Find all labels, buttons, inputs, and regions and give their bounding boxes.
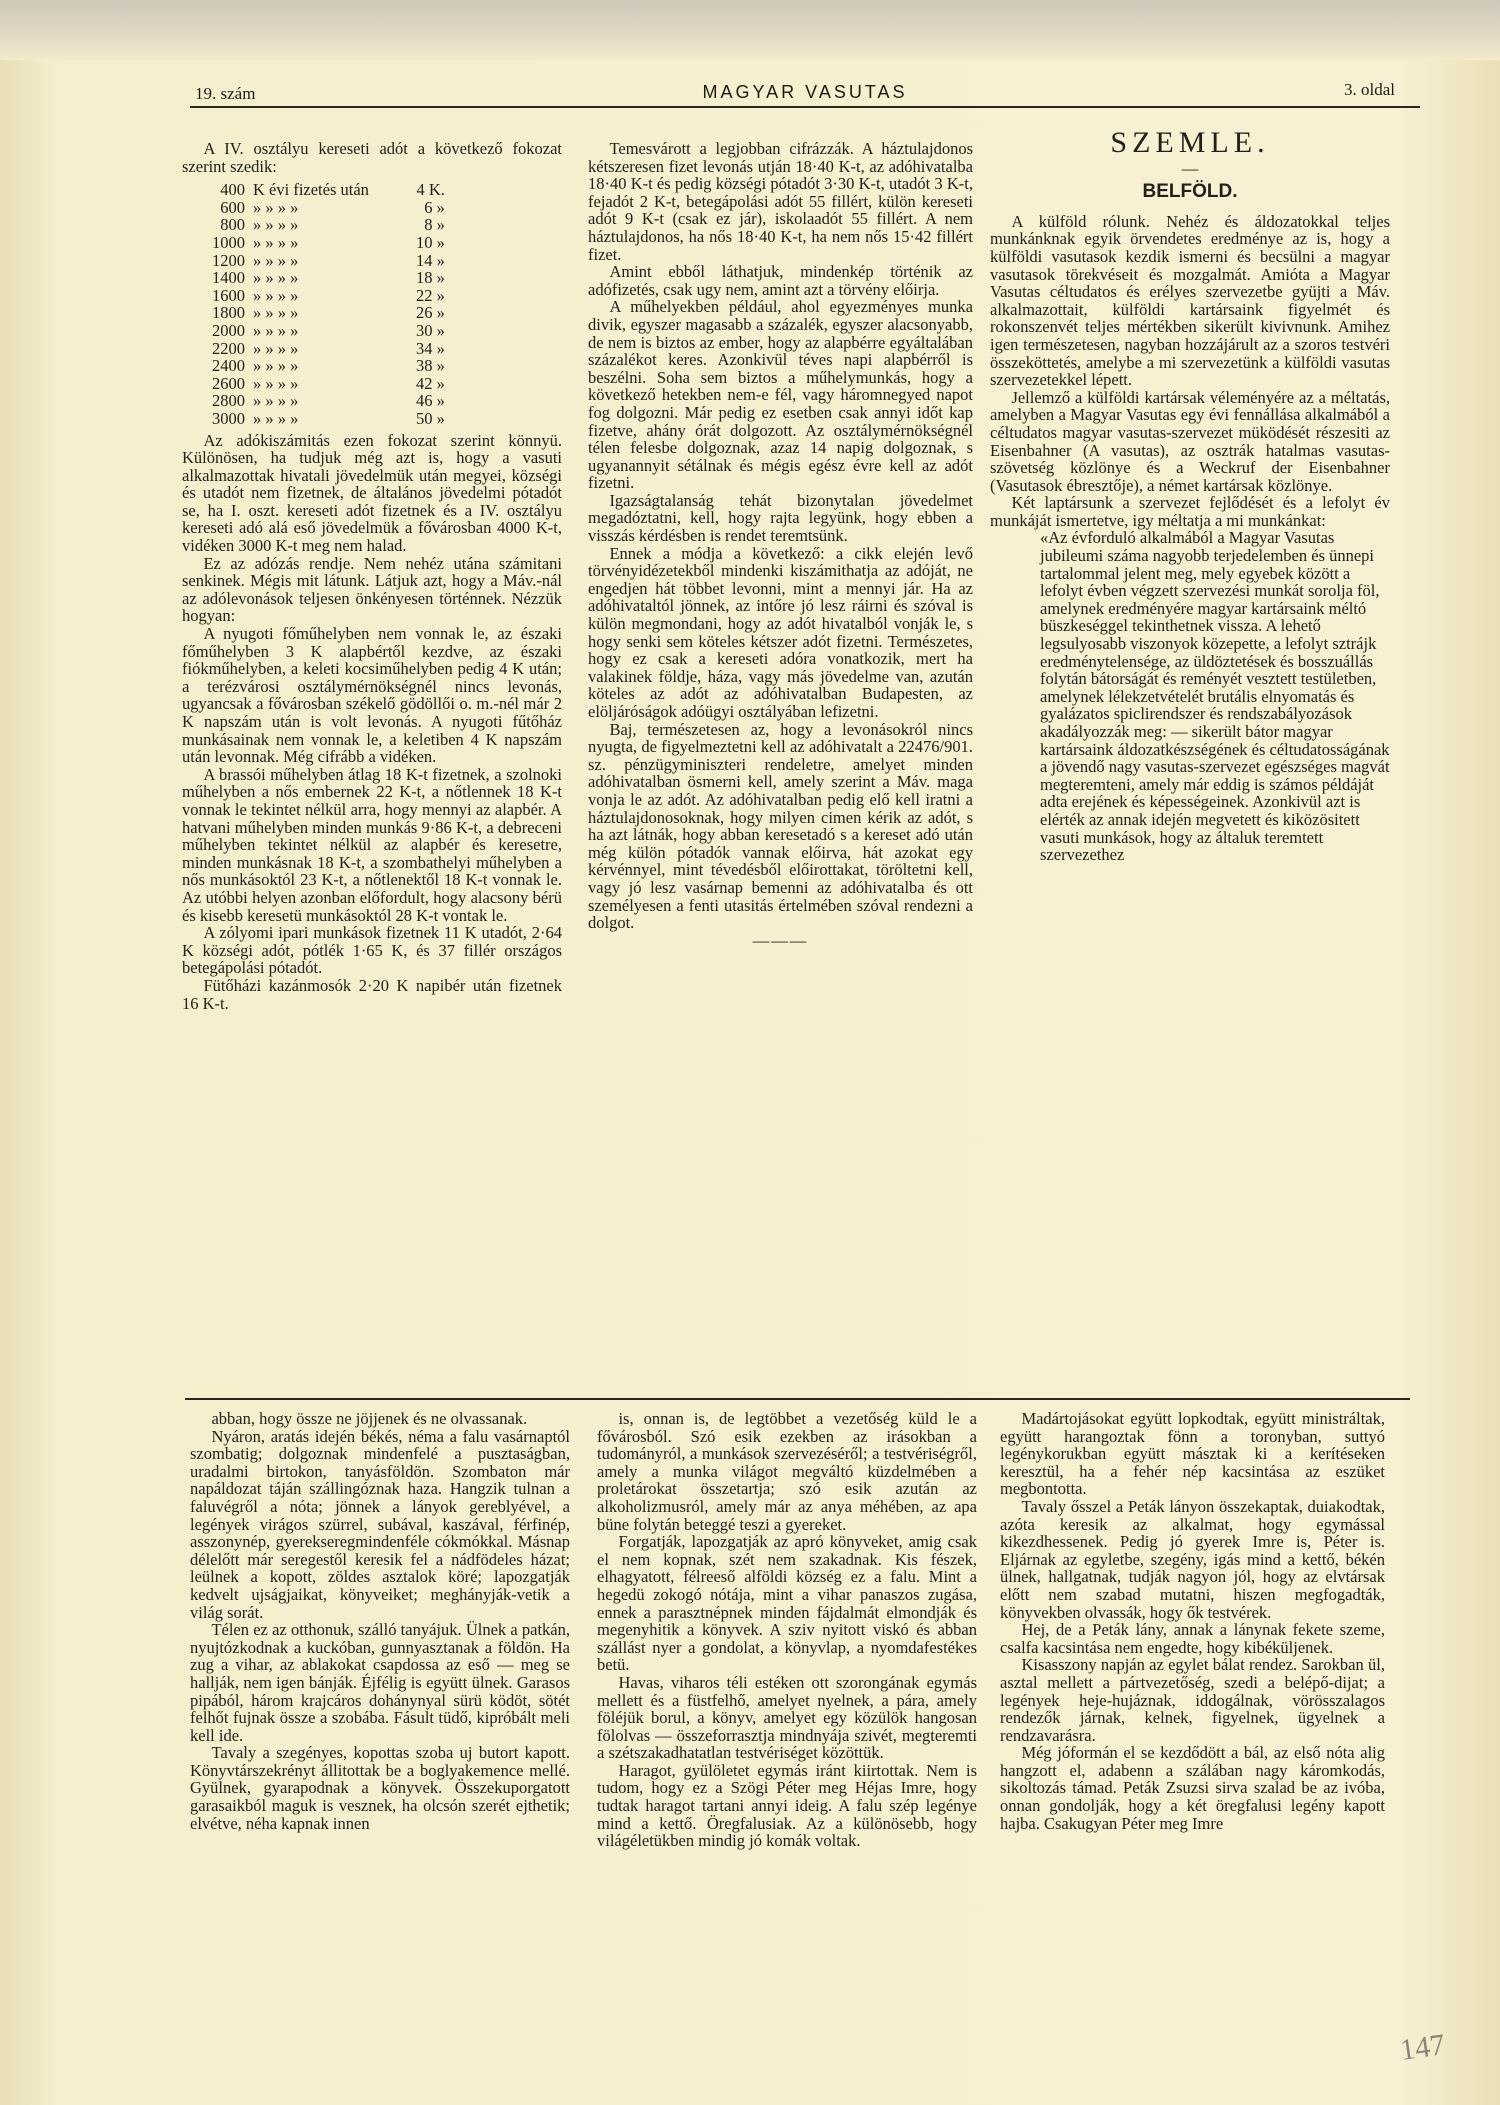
income-suffix-cell: » » » » <box>253 320 299 340</box>
article-end-mark: ——— <box>752 930 809 950</box>
tax-cell: 38 » <box>416 356 445 376</box>
paragraph: A zólyomi ipari munkások fizetnek 11 K utadót, 2·64 K községi adót, pótlék 1·65 K, és 37 fillér országos betegápolási pótadót. <box>182 923 562 978</box>
income-suffix-cell: » » » » <box>253 356 299 376</box>
paragraph: Amint ebből láthatjuk, mindenkép történik az adófizetés, csak ugy nem, amint azt a törvény előirja. <box>588 262 973 299</box>
scan-edge <box>0 0 1500 60</box>
paragraph: A brassói műhelyben átlag 18 K-t fizetnek, a szolnoki műhelyben a nős embernek 22 K-t, a nőtlennek 18 K-t vonnak le tekintet nélkül arra, hogy mennyi az alapbér. A hatvani műhelyben minden munkás 9·86 K-t, a debreceni műhelyben tekintet nélkül az alapbér és keresetre, minden munkásnak 18 K-t, a szombathelyi műhelyben a nős munkásoktól 23 K-t, a nőtlenektől 18 K-t vonnak le. Az utóbbi helyen azonban előfordult, hogy alacsony bérü és kisebb keresetü munkásoktól 28 K-t vontak le. <box>182 764 562 925</box>
quoted-article <box>990 529 1390 863</box>
tax-cell: 30 » <box>416 320 445 340</box>
tax-cell: 18 » <box>416 268 445 288</box>
income-cell: 3000 <box>212 408 245 428</box>
income-suffix-cell: » » » » <box>253 303 299 323</box>
tax-table-row <box>197 199 449 217</box>
column-6 <box>1000 1410 1385 1832</box>
paragraph: Ennek a módja a következő: a cikk elején levő törvényidézetekből mindenki kiszámithatja az adóját, ne engedjen hát többet levonni, mint a mennyi jár. Ha az adóhivataltól jönnek, az intőre jó lesz ráirni és szóval is külön megmondani, hogy az adót hivatalból vonják le, s hogy senki sem köteles kétszer adót fizetni. Természetes, hogy ez csak a kereseti adóra vonatkozik, mert ha valakinek földje, háza, vagy más jövedelme van, azután köteles az adót az adóhivatalban Budapesten, az elöljáróságok adóügyi osztályában lefizetni. <box>588 543 973 721</box>
tax-table <box>197 181 449 427</box>
income-cell: 2400 <box>212 356 245 376</box>
paragraph: A nyugoti főműhelyben nem vonnak le, az északi főműhelyben 3 K alapbértől kezdve, az északi fiókműhelyben, a keleti kocsiműhelyben pedig 4 K után; a terézvárosi osztálymérnökségnél nincs levonás, ugyancsak a fővárosban székelő gödöllői o. m.-nél már 2 K napszám után is volt levonás. A nyugoti fűtőház munkásainak nem vonnak le, a keletiben 4 K napszám után levonnak. Még cifrább a vidéken. <box>182 624 562 767</box>
tax-cell: 26 » <box>416 303 445 323</box>
paragraph: A külföld rólunk. Nehéz és áldozatokkal teljes munkánknak egyik örvendetes eredménye az is, hogy a külföldi vasutasok kezdik ismerni és becsülni a magyar vasutasok törekvéseit és mozgalmát. Amióta a Magyar Vasutas céltudatos és erélyes szervezetbe gyüjti a Máv. alkalmazottait, külföldi kartársaink figyelmét és rokonszenvét teljes mértékben sikerült kivivnunk. Amihez igen természetesen, nagyban hozzájárult az a szoros testvéri összeköttetés, amelybe a mi szervezetünk a külföldi vasutas szervezetekkel lépett. <box>990 211 1390 390</box>
column-3 <box>990 126 1390 865</box>
income-cell: 1200 <box>212 250 245 270</box>
pencil-page-note: 147 <box>1397 2028 1448 2067</box>
header-rule <box>190 106 1420 108</box>
tax-table-row <box>197 234 449 252</box>
section-title: SZEMLE. <box>1110 126 1270 159</box>
paragraph: Télen ez az otthonuk, szálló tanyájuk. Ülnek a patkán, nyujtózkodnak a kuckóban, gunnyasztanak a földön. Ha zug a vihar, az ablakokat csapdossa az eső — meg se hallják, nem igen bánják. Éjfélig is együtt ülnek. Garasos pipából, három krajcáros dohánynyal sürü ködöt, sötét felhőt fujnak össze a szobába. Fásult tüdő, kipróbált meli kell ide. <box>190 1620 570 1745</box>
tax-cell: 4 K. <box>416 180 445 200</box>
tax-cell: 8 » <box>424 215 445 235</box>
tax-table-row <box>197 269 449 287</box>
tax-cell: 46 » <box>416 391 445 411</box>
income-cell: 800 <box>220 215 245 235</box>
income-cell: 1600 <box>212 285 245 305</box>
income-suffix-cell: » » » » <box>253 338 299 358</box>
tax-cell: 22 » <box>416 285 445 305</box>
subsection-title: BELFÖLD. <box>1142 181 1238 203</box>
column-5 <box>597 1410 977 1850</box>
page-header <box>195 80 1415 106</box>
income-suffix-cell: » » » » <box>253 373 299 393</box>
paragraph: Tavaly a szegényes, kopottas szoba uj butort kapott. Könyvtárszekrényt állitottak be a boglyakemence mellé. Gyülnek, gyarapodnak a könyvek. Összekuporgatott garasaikból maguk is vesznek, ha olcsón szerét ejthetik; elvétve, néha kapnak innen <box>190 1743 570 1833</box>
income-suffix-cell: » » » » <box>253 391 299 411</box>
income-cell: 2800 <box>212 391 245 411</box>
tax-table-row <box>197 375 449 393</box>
tax-cell: 34 » <box>416 338 445 358</box>
paragraph: Temesvárott a legjobban cifrázzák. A háztulajdonos kétszeresen fizet levonás utján 18·40 K-t, az adóhivatalba 18·40 K-t és pedig községi pótadót 3·30 K-t, utadót 3 K-t, fejadót 2 K-t, betegápolási adót 55 fillért, külön kereseti adót 9 K-t (csak ez jár), iskolaadót 55 fillért. A nem háztulajdonos, ha nős 18·40 K-t, ha nem nős 15·42 fillért fizet. <box>588 139 973 264</box>
income-cell: 400 <box>220 180 245 200</box>
column-2 <box>588 140 973 949</box>
paragraph: Két laptársunk a szervezet fejlődését és a lefolyt év munkáját ismertetve, igy méltatja a mi munkánkat: <box>990 493 1390 530</box>
income-cell: 1400 <box>212 268 245 288</box>
issue-number: 19. szám <box>195 84 256 103</box>
paragraph: Még jóformán el se kezdődött a bál, az első nóta alig hangzott el, adabenn a szálában nagy káromkodás, sikoltozás támad. Peták Zsuzsi sirva szalad be az ivóba, onnan gondolják, hogy a két öregfalusi legény kapott hajba. Csakugyan Péter meg Imre <box>1000 1743 1385 1833</box>
paragraph: Kisasszony napján az egylet bálat rendez. Sarokban ül, asztal mellett a pártvezetőség, szedi a belépő-dijat; a legények heje-hujáznak, iddogálnak, vörösszalagos rendezők járnak, kelnek, figyelnek, ügyelnek a rendzavarásra. <box>1000 1655 1385 1745</box>
paragraph: Madártojásokat együtt lopkodtak, együtt ministráltak, együtt harangoztak fönn a toronyban, suttyó legénykorukban együtt másztak ki a kerítéseken keresztül, ha a fehér nép kacsintása az eszüket megbontotta. <box>1000 1409 1385 1499</box>
income-suffix-cell: » » » » <box>253 268 299 288</box>
section-dash: — <box>1181 158 1199 178</box>
tax-table-row <box>197 357 449 375</box>
tax-table-row <box>197 304 449 322</box>
paragraph: Tavaly ősszel a Peták lányon összekaptak, duiakodtak, azóta keresik az alkalmat, hogy egymással kikezdhessenek. Pedig jó gyerek Imre is, Péter is. Eljárnak az egyletbe, szegény, igás mind a kettő, békén ülnek, hallgatnak, tudják nagyon jól, hogy az elvtársak előtt nem szabad mutatni, hiszen megfogadták, könyvekben olvassák, hogy ők testvérek. <box>1000 1496 1385 1622</box>
income-suffix-cell: » » » » <box>253 215 299 235</box>
section-divider <box>185 1398 1410 1400</box>
income-suffix-cell: » » » » <box>253 250 299 270</box>
paragraph: Ez az adózás rendje. Nem nehéz utána számitani senkinek. Mégis mit látunk. Látjuk azt, hogy a Máv.-nál az adólevonások teljesen önkényesen történnek. Nézzük hogyan: <box>182 553 562 626</box>
tax-table-row <box>197 322 449 340</box>
paragraph: Havas, viharos téli estéken ott szorongának egymás mellett és a füstfelhő, amelyet nyelnek, a pára, amely föléjük borul, a könyv, amelyet egy közülök hangosan fölolvas — összeforrasztja mindnyája szivét, megteremti a szétszakadhatatlan testvériséget közöttük. <box>597 1672 977 1763</box>
paragraph: Hej, de a Peták lány, annak a lánynak fekete szeme, csalfa kacsintása nem engedte, hogy kibéküljenek. <box>1000 1620 1385 1657</box>
paragraph: Haragot, gyülöletet egymás iránt kiirtottak. Nem is tudom, hogy ez a Szögi Péter meg Héjas Imre, hogy tudtak haragot tartani annyi ideig. A falu szép legénye mind a kettő. Öregfalusiak. Az a különösebb, hogy világéletükben mindig jó komák voltak. <box>597 1760 977 1851</box>
income-suffix-cell: » » » » <box>253 232 299 252</box>
paragraph: Az adókiszámitás ezen fokozat szerint könnyü. Különösen, ha tudjuk még azt is, hogy a vasuti alkalmazottak hivatali jövedelmük után megyei, községi és utadót nem fizetnek, de általános jövedelmi pótadót se, ha I. oszt. kereseti adót fizetnek és a IV. osztályu kereseti adó alá eső jövedelmük a fővárosban 4000 K-t, vidéken 3000 K-t meg nem halad. <box>182 430 562 556</box>
paragraph: abban, hogy össze ne jöjjenek és ne olvassanak. <box>211 1409 528 1428</box>
paragraph: Jellemző a külföldi kartársak véleményére az a méltatás, amelyben a Magyar Vasutas egy évi fennállása alkalmából a céltudatos magyar vasutas-szervezet müködését részesiti az Eisenbahner (A vasutas), az osztrák hatalmas vasutas-szövetség közlönye és a Weckruf der Eisenbahner (Vasutasok ébresztője), a német kartársak közlönye. <box>990 387 1390 495</box>
tax-cell: 14 » <box>416 250 445 270</box>
column-4 <box>190 1410 570 1832</box>
income-suffix-cell: K évi fizetés után <box>253 180 369 200</box>
income-cell: 600 <box>220 197 245 217</box>
tax-intro: A IV. osztályu kereseti adót a következő fokozat szerint szedik: <box>182 139 562 176</box>
income-cell: 2600 <box>212 373 245 393</box>
tax-cell: 10 » <box>416 232 445 252</box>
tax-table-row <box>197 181 449 199</box>
paragraph: Igazságtalanság tehát bizonytalan jövedelmet megadóztatni, kell, hogy rajta legyünk, hogy ebben a visszás kérdésben is rendet teremtsünk. <box>588 490 973 546</box>
income-cell: 1800 <box>212 303 245 323</box>
page-number: 3. oldal <box>1344 80 1395 99</box>
tax-cell: 50 » <box>416 408 445 428</box>
income-cell: 2000 <box>212 320 245 340</box>
income-cell: 2200 <box>212 338 245 358</box>
paragraph: Forgatják, lapozgatják az apró könyveket, amig csak el nem kopnak, szét nem szakadnak. Kis fészek, elhagyatott, félreeső alföldi község ez a falu. Mint a hegedü zokogó nótája, mint a vihar panaszos zugása, ennek a parasztnépnek minden fájdalmát elmondják és megenyhitik a könyvek. A sziv nyitott viskó és abban szállást nyer a gondolat, a könyvlap, a nyomdafestékes betü. <box>597 1532 977 1675</box>
tax-cell: 42 » <box>416 373 445 393</box>
tax-table-row <box>197 410 449 428</box>
paragraph: Baj, természetesen az, hogy a levonásokról nincs nyugta, de figyelmeztetni kell az adóhivatalt a 22476/901. sz. pénzügyminiszteri rendeletre, amelyet minden adóhivatalban ösmerni kell, amely szerint a Máv. maga vonja le az adót. Az adóhivatalban pedig elő kell iratni a háztulajdonosoknak, hogy milyen cimen kérik az adót, s ha azt látnák, hogy abban keresetadó s a kereset adó után még külön pótadók vannak előirva, hát azokat egy kérvénnyel, mint tévedésből előirottakat, töröltetni kell, vagy jó lesz vasárnap bemenni az adóhivatalba és ott személyesen a fenti utasitás értelmében szóval rendezni a dolgot. <box>588 719 973 933</box>
tax-table-row <box>197 252 449 270</box>
tax-table-row <box>197 287 449 305</box>
income-suffix-cell: » » » » <box>253 408 299 428</box>
paper-title: MAGYAR VASUTAS <box>702 82 908 102</box>
paragraph: A műhelyekben például, ahol egyezményes munka divik, egyszer magasabb a százalék, egyszer alacsonyabb, de nem is biztos az ember, hogy az alapbérre egyáltalában százalékot keres. Azonkivül téves napi alapbérről is beszélni. Soha sem biztos a műhelymunkás, hogy a következő hetekben nem-e fél, vagy háromnegyed napot fog dolgozni. Már pedig ez esetben csak annyi időt kap fizetve, ahány órát dolgozott. Az osztálymérnökségnél télen felesbe dolgoznak, azaz 14 napig dolgoznak, s ugyanannyit sétálnak és mégis egész évre kell az adót fizetni. <box>588 297 973 493</box>
paragraph: is, onnan is, de legtöbbet a vezetőség küld le a fővárosból. Szó esik ezekben az irásokban a tudományról, a munkások szervezéséről; a testvériségről, amely a munka világot megváltó küzdelmében a proletárokat összetartja; szó esik azután az alkoholizmusról, amely már az anya méhében, az apa büne folytán beteggé teszi a gyereket. <box>597 1409 977 1534</box>
quote-text: «Az évforduló alkalmából a Magyar Vasutas jubileumi száma nagyobb terjedelemben és ünnepi tartalommal jelent meg, mely egyebek között a lefolyt évben végzett szervezési munkát sorolja föl, amelynek eredményére magyar kartársaink méltó büszkeséggel tekinthetnek vissza. A lehető legsulyosabb viszonyok közepette, a lefolyt sztrájk eredménytelensége, az üldöztetések és bosszuállás folytán bátorságát és reményét vesztett testületben, amelynek lélekzetvételét brutális elnyomatás és gyalázatos spiclirendszer és rendszabályozások akadályozzák meg: — sikerült bátor magyar kartársaink áldozatkészségének és céltudatosságának a jövendő nagy vasutas-szervezet egészséges magvát megteremteni, amely már eddig is számos példáját adta erejének és képességeinek. Azonkivül azt is elérték az annak idején megvetett és kiközösitett vasuti munkások, hogy az általuk teremtett szervezethez <box>1040 528 1390 865</box>
paragraph: Fütőházi kazánmosók 2·20 K napibér után fizetnek 16 K-t. <box>182 975 562 1013</box>
tax-table-row <box>197 216 449 234</box>
tax-table-row <box>197 392 449 410</box>
income-cell: 1000 <box>212 232 245 252</box>
income-suffix-cell: » » » » <box>253 285 299 305</box>
income-suffix-cell: » » » » <box>253 197 299 217</box>
tax-cell: 6 » <box>424 197 445 217</box>
paragraph: Nyáron, aratás idején békés, néma a falu vasárnaptól szombatig; dolgoznak mindenfelé a pusztaságban, uradalmi birtokon, tanyásföldön. Szombaton már napáldozat táján szállingóznak haza. Hangzik tulnan a faluvégről a nóta; jönnek a lányok gereblyével, a legények virágos szürrel, subával, kaszával, férfinép, asszonynép, gyerekseregmindenféle cókmókkal. Másnap délelőtt már seregestől keresik fel a nádfödeles házat; leülnek a kopott, zöldes asztalok köré; lapozgatják kedvelt ujságjaikat, könyveiket; meghányják-vetik a világ sorát. <box>190 1426 570 1622</box>
tax-table-row <box>197 340 449 358</box>
column-1 <box>182 140 562 1012</box>
